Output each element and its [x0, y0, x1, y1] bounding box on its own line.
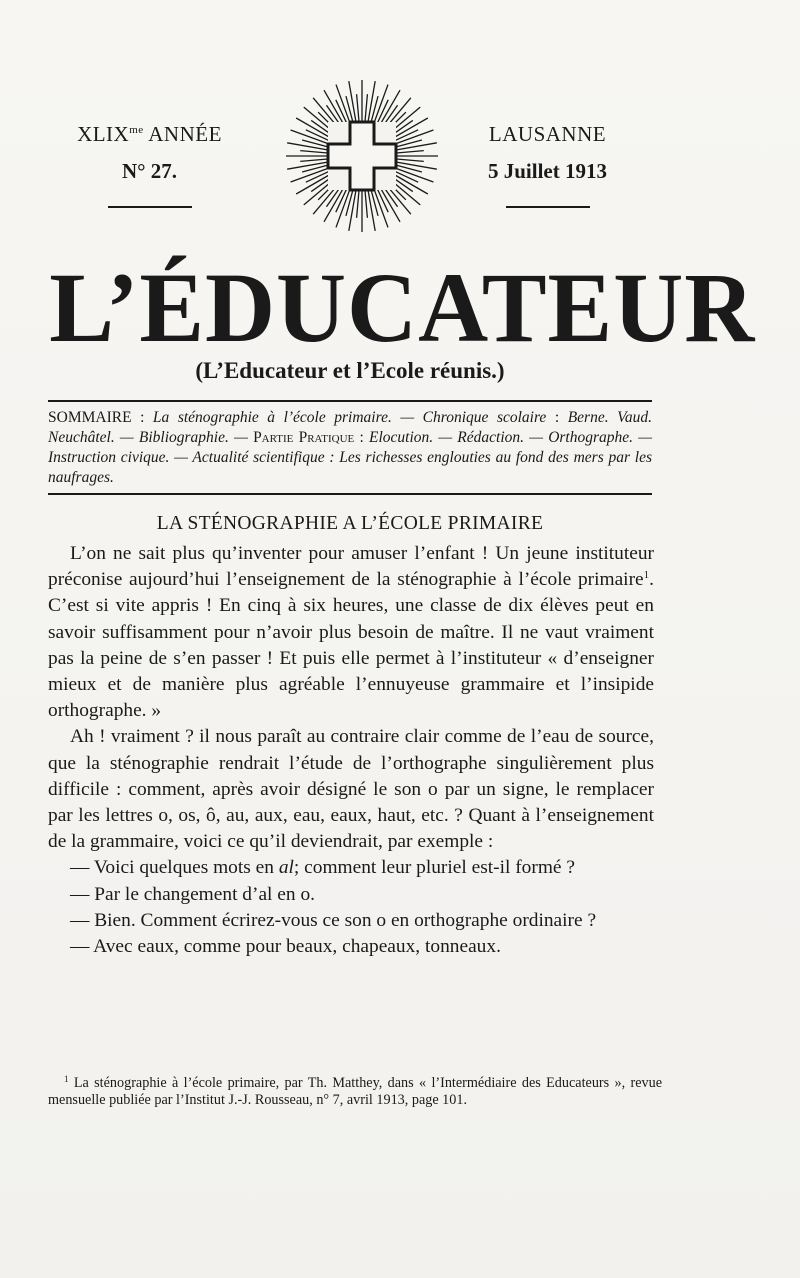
- paragraph: — Bien. Comment écrirez-vous ce son o en orthographe ordinaire ?: [70, 909, 597, 931]
- paragraph: — Avec eaux, comme pour beaux, chapeaux, tonneaux.: [70, 936, 501, 958]
- volume-label: $XLIX^{me}$ ANNÉE: [77, 122, 222, 146]
- paragraph-text: ; comment leur pluriel est-il formé ?: [293, 857, 575, 879]
- footnote-mark: 1: [64, 1074, 69, 1084]
- article-body: [48, 541, 654, 960]
- footnote-ref: 1: [643, 569, 650, 582]
- divider: [48, 400, 652, 402]
- toc-text: La sténographie à l’école primaire. — Chronique scolaire: [152, 409, 547, 426]
- table-of-contents: [48, 408, 652, 488]
- header-left-rule: [108, 206, 192, 208]
- toc-text: :: [546, 409, 568, 426]
- swiss-cross-emblem-icon: [284, 78, 440, 234]
- article-title: LA STÉNOGRAPHIE A L’ÉCOLE PRIMAIRE: [156, 513, 544, 534]
- toc-text: Elocution. — Rédaction. — Orthographe. — Instruction civique. — Actualité scientifique : Les richesses englouties au fond des mers par les naufrages.: [48, 429, 652, 486]
- paragraph: — Par le changement d’al en o.: [70, 883, 315, 905]
- footnote-body: La sténographie à l’école primaire, par Th. Matthey, dans « l’Intermédiaire des Educateurs », revue mensuelle publiée par l’Institut J.-J. Rousseau, n° 7, avril 1913, page 101.: [48, 1075, 662, 1108]
- paragraph-text: L’on ne sait plus qu’inventer pour amuser l’enfant ! Un jeune instituteur préconise aujourd’hui l’enseignement de la sténographie à l’école primaire: [48, 543, 654, 591]
- header-right-rule: [506, 206, 590, 208]
- toc-text: :: [354, 429, 369, 446]
- journal-title: L’ÉDUCATEUR: [49, 252, 756, 363]
- toc-section-label: Partie Pratique: [253, 429, 355, 446]
- toc-text: Berne. Vaud. Neuchâtel. — Bibliographie. —: [48, 409, 652, 446]
- issue-date: 5 Juillet 1913: [488, 159, 607, 183]
- divider: [48, 493, 652, 495]
- paragraph: [48, 855, 654, 881]
- city-label: LAUSANNE: [488, 122, 607, 146]
- paragraph: [48, 541, 654, 724]
- paragraph-text: — Voici quelques mots en: [70, 857, 279, 879]
- header-right: [460, 122, 635, 208]
- header-left: [62, 122, 237, 208]
- footnote-text: [48, 1075, 662, 1108]
- paragraph-text: . C’est si vite appris ! En cinq à six heures, une classe de dix élèves peut en savoir suffisamment pour n’avoir plus besoin de maître. Il ne vaut vraiment pas la peine de s’en passer ! Et puis elle permet à l’instituteur « d’enseigner mieux et de manière plus agréable l’ennuyeuse grammaire et l’insipide orthographe. »: [48, 569, 654, 722]
- masthead: [0, 0, 800, 240]
- paragraph-text: al: [278, 857, 294, 879]
- journal-subtitle: (L’Educateur et l’Ecole réunis.): [195, 358, 505, 383]
- paragraph: Ah ! vraiment ? il nous paraît au contraire clair comme de l’eau de source, que la sténographie rendrait l’étude de l’orthographe singulièrement plus difficile : comment, après avoir désigné le son o par un signe, le remplacer par les lettres o, os, ô, au, aux, eau, eaux, haut, etc. ? Quant à l’enseignement de la grammaire, voici ce qu’il deviendrait, par exemple :: [48, 726, 654, 853]
- footnote: [48, 1075, 662, 1108]
- toc-label: SOMMAIRE :: [48, 409, 153, 426]
- issue-number: N° 27.: [121, 159, 178, 183]
